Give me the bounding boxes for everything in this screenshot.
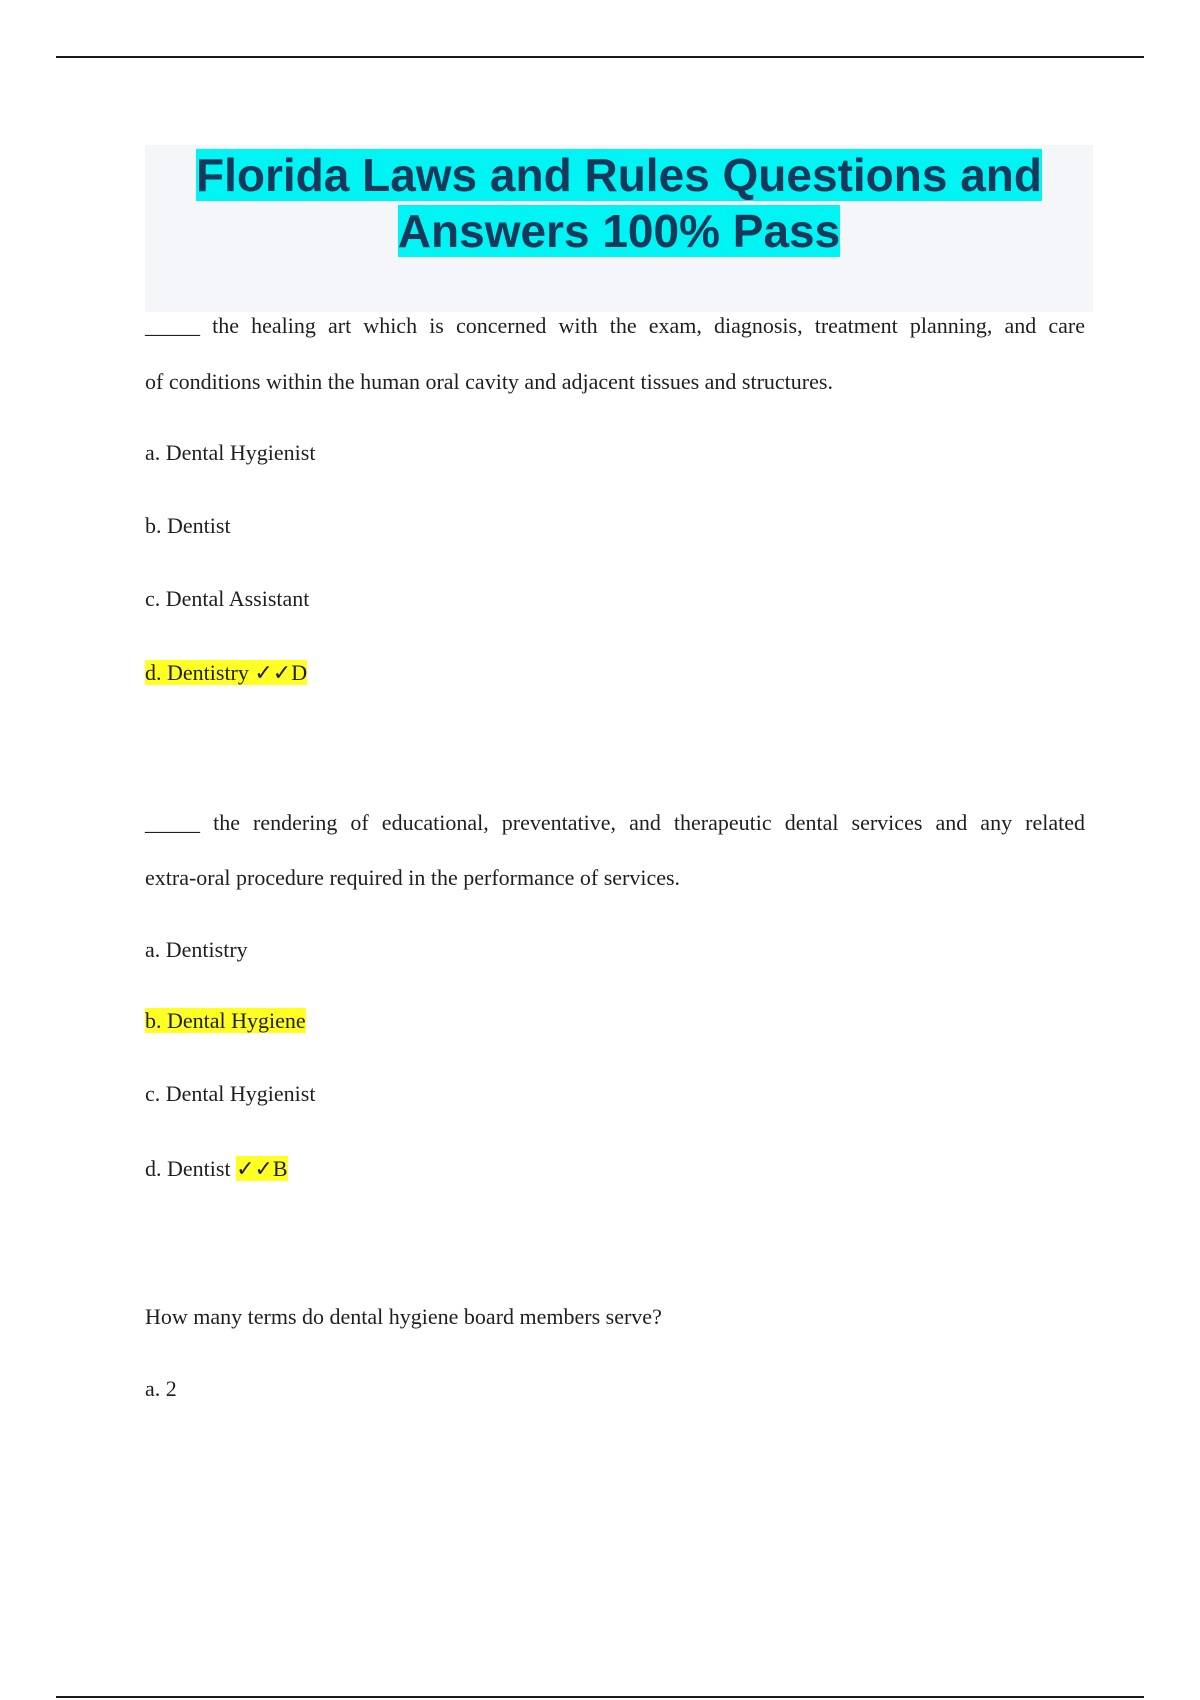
question-1-stem-line-1: _____ the healing art which is concerned with the exam, diagnosis, treatment planning, and care xyxy=(145,313,1085,338)
document-title xyxy=(145,145,1093,259)
question-1-stem-line-2: of conditions within the human oral cavity and adjacent tissues and structures. xyxy=(145,369,833,394)
question-1-option-d xyxy=(145,659,307,687)
question-3-stem: How many terms do dental hygiene board members serve? xyxy=(145,1304,662,1329)
title-line-2: Answers 100% Pass xyxy=(397,205,841,257)
question-2-option-d xyxy=(145,1155,288,1183)
title-block xyxy=(145,145,1093,312)
question-3-option-a: a. 2 xyxy=(145,1376,177,1401)
question-1-option-c: c. Dental Assistant xyxy=(145,586,310,611)
question-2-stem-line-1: _____ the rendering of educational, preventative, and therapeutic dental services and any related xyxy=(145,810,1085,835)
header-rule xyxy=(56,56,1144,58)
question-1-answer-highlight: d. Dentistry ✓✓D xyxy=(145,660,308,685)
question-1-option-a: a. Dental Hygienist xyxy=(145,440,316,465)
question-2-option-c: c. Dental Hygienist xyxy=(145,1081,316,1106)
title-line-1: Florida Laws and Rules Questions and xyxy=(195,149,1043,201)
question-1-option-b: b. Dentist xyxy=(145,513,231,538)
question-2-stem-line-2: extra-oral procedure required in the performance of services. xyxy=(145,865,681,890)
question-2-option-b xyxy=(145,1007,306,1035)
question-2-answer-highlight: b. Dental Hygiene xyxy=(145,1008,306,1033)
question-2-option-d-label: d. Dentist xyxy=(145,1156,231,1181)
question-2-option-a: a. Dentistry xyxy=(145,937,248,962)
question-2-answer-mark: ✓✓B xyxy=(236,1156,288,1181)
footer-rule xyxy=(56,1696,1144,1698)
